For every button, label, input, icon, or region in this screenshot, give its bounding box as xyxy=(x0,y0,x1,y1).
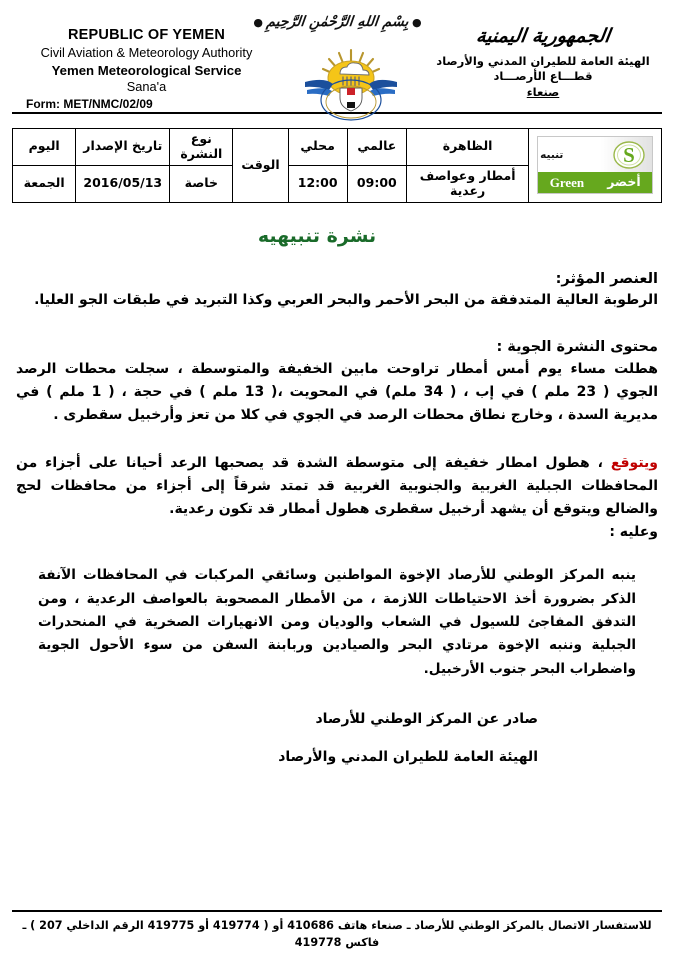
forecast-closing: وعليه : xyxy=(609,524,658,541)
bulletin-content-section xyxy=(16,339,658,426)
col-header-global-time: عالمي xyxy=(347,129,406,166)
alert-badge-top xyxy=(538,137,652,172)
document-footer xyxy=(0,910,674,952)
alert-level-badge xyxy=(537,136,653,194)
alert-badge-level xyxy=(538,172,652,193)
value-local-time: 12:00 xyxy=(288,165,347,202)
value-phenomenon: أمطار وعواصف رعدية xyxy=(406,165,528,202)
document-header xyxy=(0,0,674,112)
republic-name-ar: الجمهورية اليمنية xyxy=(474,25,612,47)
alert-badge-cell xyxy=(529,129,662,203)
bismillah-dot-right: ● xyxy=(411,16,421,29)
bulletin-meta-table-wrap xyxy=(12,128,662,203)
table-header-row xyxy=(13,129,662,166)
content-text: هطلت مساء يوم أمس أمطار تراوحت مابين الخفيفة والمتوسطة ، سجلت محطات الرصد الجوي ( 23 ملم ) في إب ، ( 34 ملم) في المحويت ،( 13 ملم ) في حجة ، ( 1 ملم ) في مديرية السدة ، وخارج نطاق محطات الرصد في الجوي في كلا من تعز وأرخبيل سقطرى . xyxy=(16,361,658,423)
content-label: محتوى النشرة الجوية : xyxy=(496,339,658,356)
value-bulletin-type: خاصة xyxy=(170,165,233,202)
bulletin-meta-table xyxy=(12,128,662,203)
public-advice-section xyxy=(16,564,658,681)
footer-contact-text: للاستفسار الاتصال بالمركز الوطني للأرصاد ـ صنعاء هاتف 410686 أو ( 419774 أو 419775 الرقم الداخلي 207 ) ـ فاكس 419778 xyxy=(22,919,652,950)
col-header-day: اليوم xyxy=(13,129,76,166)
forecast-text: ، هطول امطار خفيفة إلى متوسطة الشدة قد يصحبها الرعد أحيانا على أجزاء من المحافظات الجبلية الغربية والجنوبية الغربية قد تمتد شرقاً إلى أجزاء من محافظات لحج والضالع ويتوقع أن يشهد أرخبيل سقطرى هطول أمطار قد تكون رعدية. xyxy=(16,455,658,517)
forecast-keyword: ويتوقع xyxy=(610,455,658,472)
s-symbol-icon xyxy=(612,140,646,170)
svg-text:S: S xyxy=(623,142,636,167)
col-header-local-time: محلي xyxy=(288,129,347,166)
city-name-en: Sana'a xyxy=(126,79,167,95)
bismillah-text: بِسْمِ اللهِ الرَّحْمٰنِ الرَّحِيمِ xyxy=(265,14,409,30)
signature-line-2: الهيئة العامة للطيران المدني والأرصاد xyxy=(278,749,538,766)
bismillah-dot-left: ● xyxy=(253,16,263,29)
advice-text: ينبه المركز الوطني للأرصاد الإخوة المواطنين وسائقي المركبات في المحافظات الآنفة الذكر بضرورة أخذ الاحتياطات اللازمة ، من الأمطار المصحوبة بالعواصف الرعدية ، ومن التدفق المفاجئ للسيول في الشعاب والوديان ومن الانهيارات الصخرية في المنحدرات الجبلية وننبه الإخوة مرتادي البحر والصيادين وربابنة السفن من سوء الأحول الجوية واضطراب البحر جنوب الأرخبيل. xyxy=(38,567,636,677)
influence-label: العنصر المؤثر: xyxy=(555,270,658,287)
col-header-phenomenon: الظاهرة xyxy=(406,129,528,166)
signature-line-1: صادر عن المركز الوطني للأرصاد xyxy=(315,711,538,728)
service-name-en: Yemen Meteorological Service xyxy=(51,63,242,79)
influence-section xyxy=(16,271,658,312)
col-header-issue-date: تاريخ الإصدار xyxy=(76,129,170,166)
influence-text: الرطوبة العالية المتدفقة من البحر الأحمر والبحر العربي وكذا التبريد في طبقات الجو العليا. xyxy=(34,291,658,308)
signature-block xyxy=(16,711,658,765)
col-header-time: الوقت xyxy=(233,129,288,203)
footer-divider xyxy=(12,910,662,912)
forecast-paragraph xyxy=(16,452,658,520)
value-day: الجمعة xyxy=(13,165,76,202)
col-header-bulletin-type: نوع النشرة xyxy=(170,129,233,166)
page-title: نشرة تنبيهيه xyxy=(257,224,377,247)
bulletin-body xyxy=(0,225,674,766)
city-name-ar: صنعاء xyxy=(526,85,560,100)
civil-aviation-meteorology-emblem xyxy=(299,44,403,122)
header-arabic-block xyxy=(428,24,658,101)
value-global-time: 09:00 xyxy=(347,165,406,202)
forecast-section xyxy=(16,452,658,540)
authority-name-ar: الهيئة العامة للطيران المدني والأرصاد xyxy=(436,53,650,68)
form-number: Form: MET/NMC/02/09 xyxy=(26,97,153,112)
alert-level-ar: أخضر xyxy=(607,174,641,190)
header-english-block xyxy=(14,26,279,113)
alert-badge-label: تنبيه xyxy=(540,148,564,161)
sector-name-ar: قطـــاع الأرصـــاد xyxy=(493,69,593,84)
alert-level-en: Green xyxy=(549,175,585,191)
authority-name-en: Civil Aviation & Meteorology Authority xyxy=(40,45,253,61)
country-name-en: REPUBLIC OF YEMEN xyxy=(67,27,225,43)
value-issue-date: 2016/05/13 xyxy=(76,165,170,202)
